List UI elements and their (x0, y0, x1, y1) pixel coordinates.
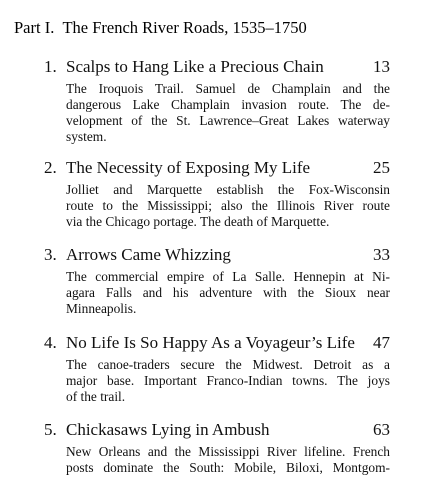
entry-title: The Necessity of Exposing My Life (66, 158, 311, 177)
description-line: major base. Important Franco-Indian towns. The joys (66, 373, 390, 388)
entry-heading (44, 156, 390, 180)
entry-number: 1. (44, 57, 57, 76)
description-line: The canoe-traders secure the Midwest. Detroit as a (66, 357, 390, 372)
entry-heading (44, 331, 390, 355)
part-heading (14, 18, 307, 38)
description-line: dangerous Lake Champlain invasion route. The de- (66, 97, 390, 112)
entry-page-number: 25 (373, 158, 390, 177)
entry-title: Arrows Came Whizzing (66, 245, 231, 264)
entry-number: 2. (44, 158, 57, 177)
description-line: Jolliet and Marquette establish the Fox-Wisconsin (66, 182, 390, 197)
entry-page-number: 47 (373, 333, 390, 352)
entry-title: No Life Is So Happy As a Voyageur’s Life (66, 333, 355, 352)
description-line: posts dominate the South: Mobile, Biloxi, Montgom- (66, 460, 390, 475)
part-label: Part I. (14, 18, 55, 37)
entry-title: Chickasaws Lying in Ambush (66, 420, 270, 439)
entry-description (66, 357, 390, 405)
toc-entry (44, 418, 390, 476)
description-line: New Orleans and the Mississippi River lifeline. French (66, 444, 390, 459)
toc-entry (44, 156, 390, 230)
description-line: The Iroquois Trail. Samuel de Champlain and the (66, 81, 390, 96)
entry-page-number: 33 (373, 245, 390, 264)
part-title: The French River Roads, 1535–1750 (62, 18, 307, 37)
entry-number: 3. (44, 245, 57, 264)
description-line: system. (66, 129, 107, 144)
entry-number: 4. (44, 333, 57, 352)
entry-title: Scalps to Hang Like a Precious Chain (66, 57, 324, 76)
entry-description (66, 182, 390, 230)
toc-entry (44, 243, 390, 317)
entry-page-number: 13 (373, 57, 390, 76)
entry-heading (44, 418, 390, 442)
description-line: velopment of the St. Lawrence–Great Lakes waterway (66, 113, 390, 128)
entry-heading (44, 243, 390, 267)
description-line: of the trail. (66, 389, 126, 404)
toc-entry (44, 55, 390, 145)
description-line: Minneapolis. (66, 301, 137, 316)
description-line: agara Falls and his adventure with the Sioux near (66, 285, 390, 300)
description-line: The commercial empire of La Salle. Hennepin at Ni- (66, 269, 390, 284)
entry-heading (44, 55, 390, 79)
description-line: route to the Mississippi; also the Illinois River route (66, 198, 390, 213)
toc-entry (44, 331, 390, 405)
entry-page-number: 63 (373, 420, 390, 439)
description-line: via the Chicago portage. The death of Marquette. (66, 214, 330, 229)
entry-description (66, 81, 390, 145)
entry-description (66, 269, 390, 317)
entry-number: 5. (44, 420, 57, 439)
entry-description (66, 444, 390, 476)
